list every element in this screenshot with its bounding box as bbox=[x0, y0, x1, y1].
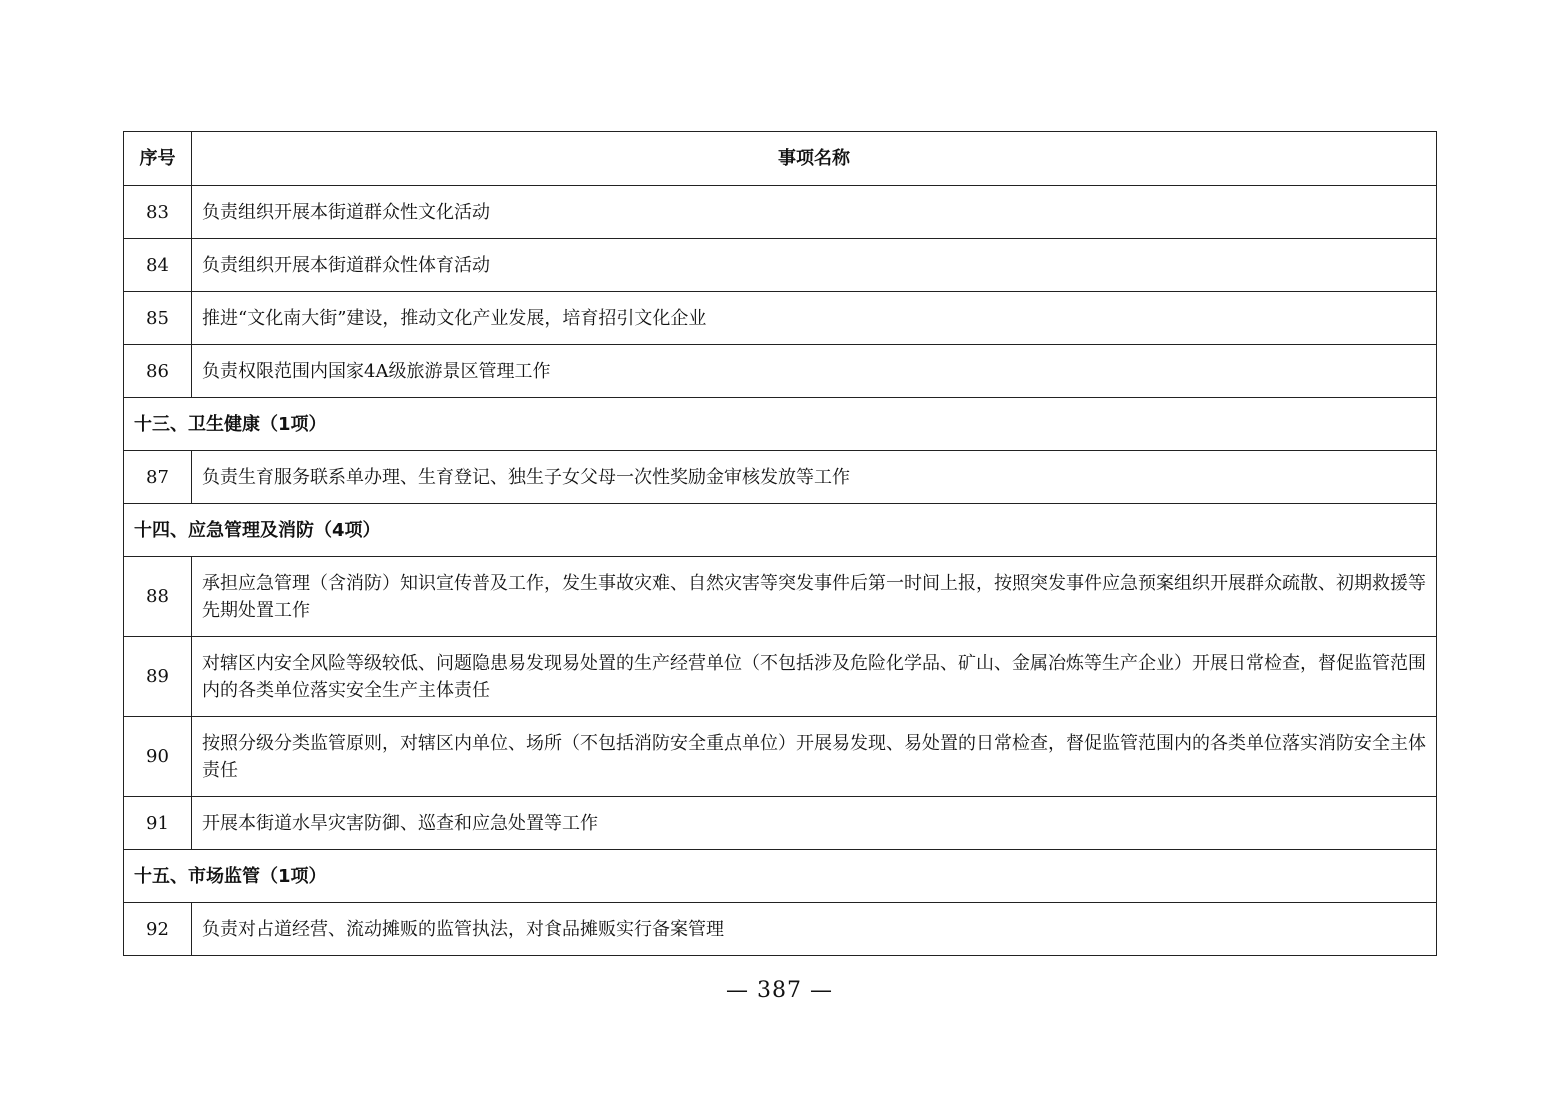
page-number: — 387 — bbox=[726, 978, 833, 1003]
row-item-name: 负责组织开展本街道群众性体育活动 bbox=[192, 239, 1437, 292]
table-row bbox=[124, 451, 1437, 504]
column-header-item-name: 事项名称 bbox=[192, 132, 1437, 186]
table-row bbox=[124, 797, 1437, 850]
row-number: 88 bbox=[124, 557, 192, 637]
section-heading: 十三、卫生健康（1项） bbox=[124, 398, 1437, 451]
row-number: 84 bbox=[124, 239, 192, 292]
row-item-name: 开展本街道水旱灾害防御、巡查和应急处置等工作 bbox=[192, 797, 1437, 850]
table-row bbox=[124, 717, 1437, 797]
items-table bbox=[123, 131, 1437, 956]
table-header-row bbox=[124, 132, 1437, 186]
row-item-name: 负责生育服务联系单办理、生育登记、独生子女父母一次性奖励金审核发放等工作 bbox=[192, 451, 1437, 504]
section-heading: 十五、市场监管（1项） bbox=[124, 850, 1437, 903]
row-item-name: 推进“文化南大街”建设，推动文化产业发展，培育招引文化企业 bbox=[192, 292, 1437, 345]
row-number: 86 bbox=[124, 345, 192, 398]
row-number: 83 bbox=[124, 186, 192, 239]
row-item-name: 负责对占道经营、流动摊贩的监管执法，对食品摊贩实行备案管理 bbox=[192, 903, 1437, 956]
row-item-name: 对辖区内安全风险等级较低、问题隐患易发现易处置的生产经营单位（不包括涉及危险化学品、矿山、金属冶炼等生产企业）开展日常检查，督促监管范围内的各类单位落实安全生产主体责任 bbox=[192, 637, 1437, 717]
section-heading-row bbox=[124, 850, 1437, 903]
section-heading-row bbox=[124, 504, 1437, 557]
row-number: 87 bbox=[124, 451, 192, 504]
table-row bbox=[124, 903, 1437, 956]
table-row bbox=[124, 345, 1437, 398]
row-number: 85 bbox=[124, 292, 192, 345]
table-row bbox=[124, 186, 1437, 239]
row-number: 92 bbox=[124, 903, 192, 956]
row-number: 90 bbox=[124, 717, 192, 797]
table-row bbox=[124, 637, 1437, 717]
table-body bbox=[124, 186, 1437, 956]
row-item-name: 负责权限范围内国家4A级旅游景区管理工作 bbox=[192, 345, 1437, 398]
row-number: 89 bbox=[124, 637, 192, 717]
row-item-name: 按照分级分类监管原则，对辖区内单位、场所（不包括消防安全重点单位）开展易发现、易处置的日常检查，督促监管范围内的各类单位落实消防安全主体责任 bbox=[192, 717, 1437, 797]
table-row bbox=[124, 557, 1437, 637]
section-heading-row bbox=[124, 398, 1437, 451]
row-item-name: 承担应急管理（含消防）知识宣传普及工作，发生事故灾难、自然灾害等突发事件后第一时间上报，按照突发事件应急预案组织开展群众疏散、初期救援等先期处置工作 bbox=[192, 557, 1437, 637]
table-row bbox=[124, 239, 1437, 292]
row-item-name: 负责组织开展本街道群众性文化活动 bbox=[192, 186, 1437, 239]
column-header-number: 序号 bbox=[124, 132, 192, 186]
table-row bbox=[124, 292, 1437, 345]
section-heading: 十四、应急管理及消防（4项） bbox=[124, 504, 1437, 557]
row-number: 91 bbox=[124, 797, 192, 850]
